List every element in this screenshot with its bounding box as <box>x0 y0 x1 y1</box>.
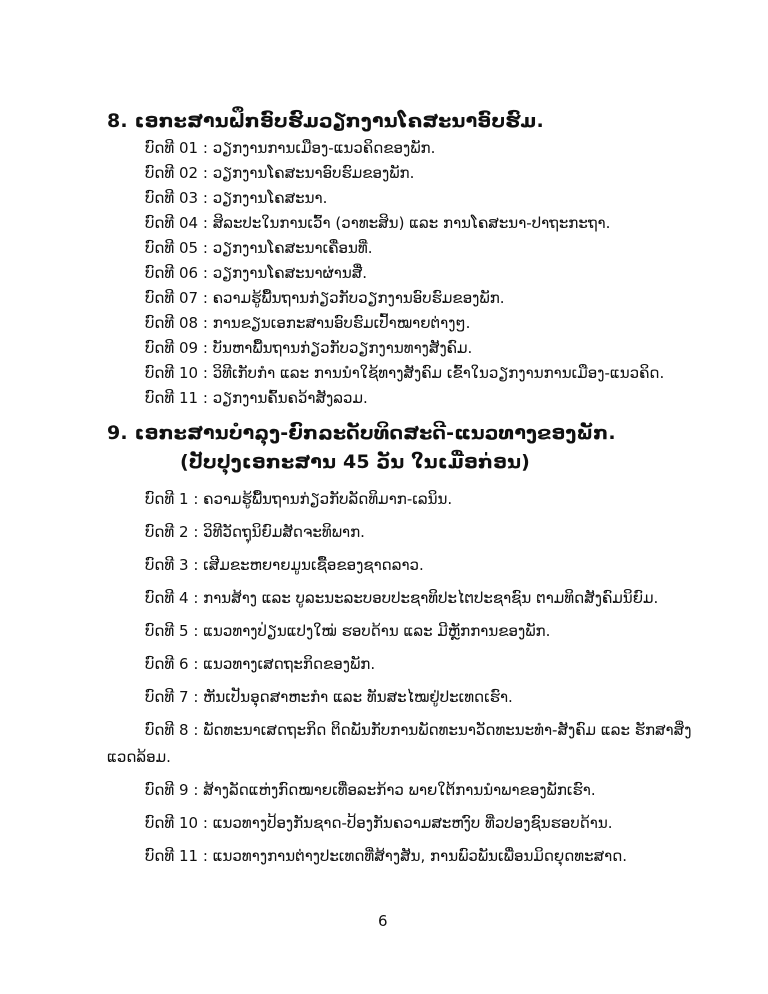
section-9-item: ບົດທີ 10 : ແນວທາງປ້ອງກັນຊາດ-ປ້ອງກັນຄວາມສະຫງົບ ທີ່ວປອງຊົນຮອບດ້ານ. <box>145 814 613 832</box>
section-8-item: ບົດທີ 08 : ການຂຽນເອກະສານອົບຮົມເປົ້າໝາຍຕ່າງໆ. <box>145 314 471 332</box>
section-9-item: ບົດທີ 1 : ຄວາມຮູ້ພື້ນຖານກ່ຽວກັບລັດທິມາກ-ເລນິນ. <box>145 490 453 508</box>
section-9-item: ບົດທີ 4 : ການສ້າງ ແລະ ບູລະນະລະບອບປະຊາທິປະໄຕປະຊາຊົນ ຕາມທິດສັງຄົມນິຍົມ. <box>145 589 659 607</box>
section-8-item: ບົດທີ 05 : ວຽກງານໂຄສະນາເຄື່ອນທີ່. <box>145 239 373 257</box>
page-number: 6 <box>378 912 388 930</box>
section-8-item: ບົດທີ 03 : ວຽກງານໂຄສະນາ. <box>145 189 328 207</box>
section-8-item: ບົດທີ 06 : ວຽກງານໂຄສະນາຜ່ານສື່. <box>145 264 368 282</box>
section-8-item: ບົດທີ 01 : ວຽກງານການເມືອງ-ແນວຄິດຂອງພັກ. <box>145 139 436 157</box>
section-8-item: ບົດທີ 04 : ສິລະປະໃນການເວົ້າ (ວາທະສິນ) ແລະ ການໂຄສະນາ-ປາຖະກະຖາ. <box>145 214 611 232</box>
section-9-item: ບົດທີ 11 : ແນວທາງການຕ່າງປະເທດທີ່ສ້າງສັນ, ການພົວພັນເພື່ອນມິດຍຸດທະສາດ. <box>145 847 628 865</box>
section-8-item: ບົດທີ 09 : ບັນຫາພື້ນຖານກ່ຽວກັບວຽກງານທາງສັງຄົມ. <box>145 339 473 357</box>
section-8-item: ບົດທີ 07 : ຄວາມຮູ້ພື້ນຖານກ່ຽວກັບວຽກງານອົບຮົມຂອງພັກ. <box>145 289 505 307</box>
section-8-item: ບົດທີ 11 : ວຽກງານຄົ້ນຄວ້າສັງລວມ. <box>145 389 368 407</box>
section-8-heading: 8. ເອກະສານຝຶກອົບຮົມວຽກງານໂຄສະນາອົບຮົມ. <box>107 110 544 132</box>
section-9-item: ບົດທີ 3 : ເສີມຂະຫຍາຍມູນເຊື້ອຂອງຊາດລາວ. <box>145 556 424 574</box>
section-9-item: ບົດທີ 2 : ວິທີວັດຖຸນິຍົມສັດຈະທິພາກ. <box>145 523 365 541</box>
section-9-item: ບົດທີ 9 : ສ້າງລັດແຫ່ງກົດໝາຍເທື່ອລະກ້າວ ພາຍໃຕ້ການນຳພາຂອງພັກເຮົາ. <box>145 781 596 799</box>
section-8-item: ບົດທີ 02 : ວຽກງານໂຄສະນາອົບຮົມຂອງພັກ. <box>145 164 415 182</box>
section-9-heading: 9. ເອກະສານບຳລຸງ-ຍົກລະດັບທິດສະດີ-ແນວທາງຂອງພັກ. <box>107 422 616 444</box>
section-9-item-continuation: ແວດລ້ອມ. <box>107 748 171 766</box>
section-9-item: ບົດທີ 6 : ແນວທາງເສດຖະກິດຂອງພັກ. <box>145 655 376 673</box>
section-9-subheading: (ປັບປຸງເອກະສານ 45 ວັນ ໃນເມື່ອກ່ອນ) <box>180 451 531 473</box>
section-9-item: ບົດທີ 8 : ພັດທະນາເສດຖະກິດ ຕິດພັນກັບການພັດທະນາວັດທະນະທຳ-ສັງຄົມ ແລະ ຮັກສາສິ່ງ <box>145 721 692 739</box>
section-8-item: ບົດທີ 10 : ວິທີເກັບກຳ ແລະ ການນຳໃຊ້ທາງສັງຄົມ ເຂົ້າໃນວຽກງານການເມືອງ-ແນວຄິດ. <box>145 364 665 382</box>
section-9-item: ບົດທີ 5 : ແນວທາງປ່ຽນແປງໃໝ່ ຮອບດ້ານ ແລະ ມີຫຼັກການຂອງພັກ. <box>145 622 551 640</box>
section-9-item: ບົດທີ 7 : ຫັນເປັນອຸດສາຫະກຳ ແລະ ທັນສະໄໝຢູ່ປະເທດເຮົາ. <box>145 688 513 706</box>
